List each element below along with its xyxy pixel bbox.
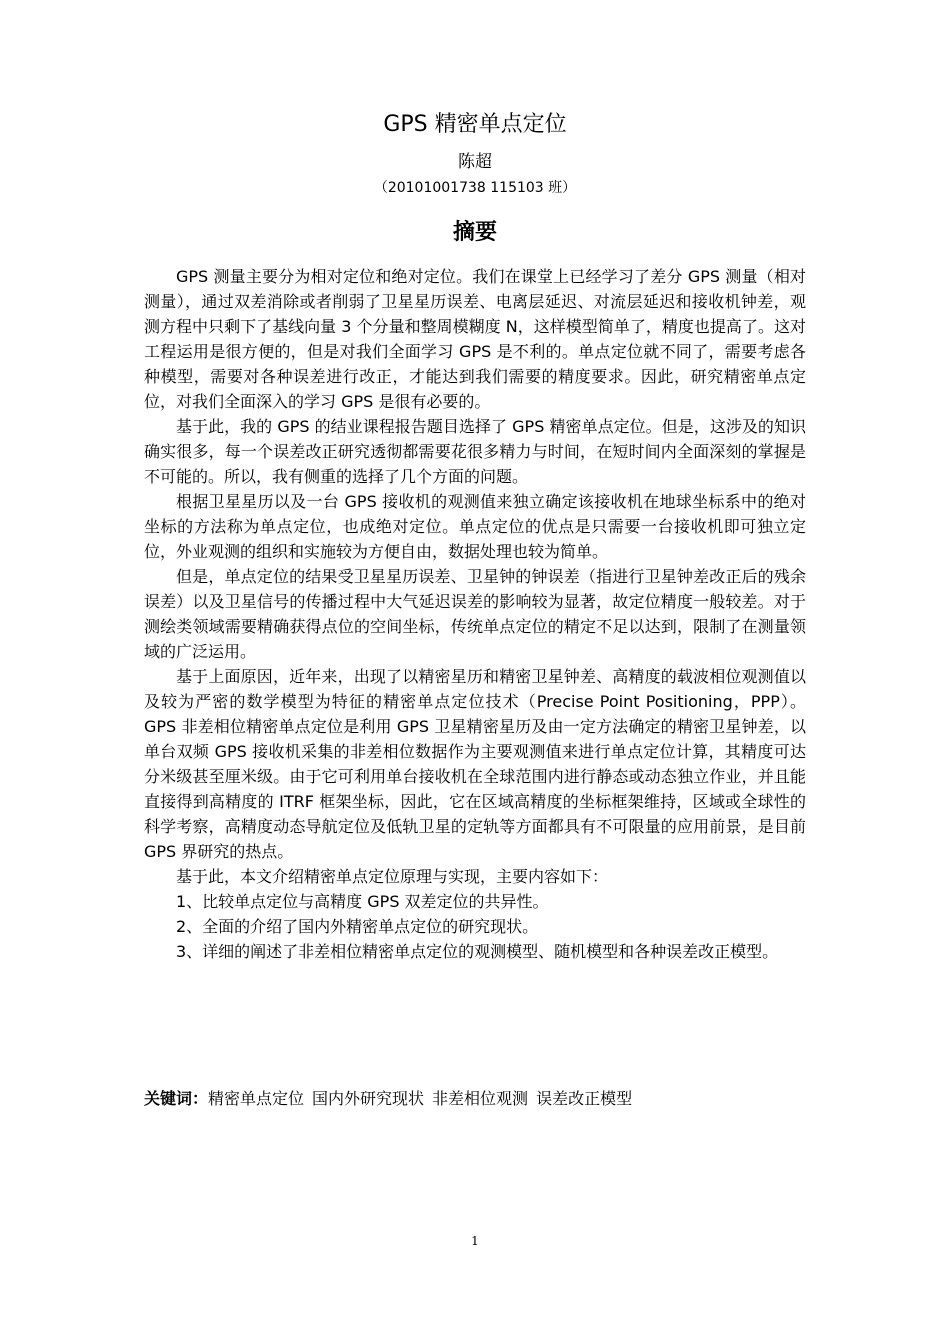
abstract-list-item: 3、详细的阐述了非差相位精密单点定位的观测模型、随机模型和各种误差改正模型。 — [176, 942, 779, 961]
abstract-body — [144, 264, 806, 964]
abstract-paragraph: 基于上面原因，近年来，出现了以精密星历和精密卫星钟差、高精度的载波相位观测值以及较为严密的数学模型为特征的精密单点定位技术（Precise Point Positioning，PPP）。GPS 非差相位精密单点定位是利用 GPS 卫星精密星历及由一定方法确定的精密卫星钟差，以单台双频 GPS 接收机采集的非差相位数据作为主要观测值来进行单点定位计算，其精度可达分米级甚至厘米级。由于它可利用单台接收机在全球范围内进行静态或动态独立作业，并且能直接得到高精度的 ITRF 框架坐标，因此，它在区域高精度的坐标框架维持，区域或全球性的科学考察，高精度动态导航定位及低轨卫星的定轨等方面都具有不可限量的应用前景，是目前 GPS 界研究的热点。 — [144, 667, 806, 861]
keyword: 非差相位观测 — [432, 1089, 529, 1108]
author-name: 陈超 — [458, 152, 492, 172]
abstract-list-item: 2、全面的介绍了国内外精密单点定位的研究现状。 — [176, 917, 539, 936]
keywords-line — [144, 1086, 806, 1111]
keywords-label: 关键词： — [144, 1089, 209, 1108]
page-number: 1 — [471, 1234, 479, 1248]
abstract-paragraph: 基于此，我的 GPS 的结业课程报告题目选择了 GPS 精密单点定位。但是，这涉及的知识确实很多，每一个误差改正研究透彻都需要花很多精力与时间，在短时间内全面深刻的掌握是不可能的。所以，我有侧重的选择了几个方面的问题。 — [144, 417, 806, 486]
document-title: GPS 精密单点定位 — [383, 112, 567, 137]
abstract-heading: 摘要 — [452, 220, 497, 245]
abstract-paragraph: 但是，单点定位的结果受卫星星历误差、卫星钟的钟误差（指进行卫星钟差改正后的残余误差）以及卫星信号的传播过程中大气延迟误差的影响较为显著，故定位精度一般较差。对于测绘类领域需要精确获得点位的空间坐标，传统单点定位的精定不足以达到，限制了在测量领域的广泛运用。 — [144, 567, 806, 661]
keyword: 国内外研究现状 — [312, 1089, 425, 1108]
keyword: 误差改正模型 — [536, 1089, 633, 1108]
abstract-paragraph: 基于此，本文介绍精密单点定位原理与实现，主要内容如下： — [176, 867, 609, 886]
abstract-list-item: 1、比较单点定位与高精度 GPS 双差定位的共异性。 — [176, 892, 549, 911]
abstract-paragraph: GPS 测量主要分为相对定位和绝对定位。我们在课堂上已经学习了差分 GPS 测量（相对测量），通过双差消除或者削弱了卫星星历误差、电离层延迟、对流层延迟和接收机钟差，观测方程中只剩下了基线向量 3 个分量和整周模糊度 N，这样模型简单了，精度也提高了。这对工程运用是很方便的，但是对我们全面学习 GPS 是不利的。单点定位就不同了，需要考虑各种模型，需要对各种误差进行改正，才能达到我们需要的精度要求。因此，研究精密单点定位，对我们全面深入的学习 GPS 是很有必要的。 — [144, 267, 806, 411]
keyword: 精密单点定位 — [208, 1089, 305, 1108]
abstract-paragraph: 根据卫星星历以及一台 GPS 接收机的观测值来独立确定该接收机在地球坐标系中的绝对坐标的方法称为单点定位，也成绝对定位。单点定位的优点是只需要一台接收机即可独立定位，外业观测的组织和实施较为方便自由，数据处理也较为简单。 — [144, 492, 806, 561]
author-affiliation: （20101001738 115103 班） — [373, 180, 577, 196]
